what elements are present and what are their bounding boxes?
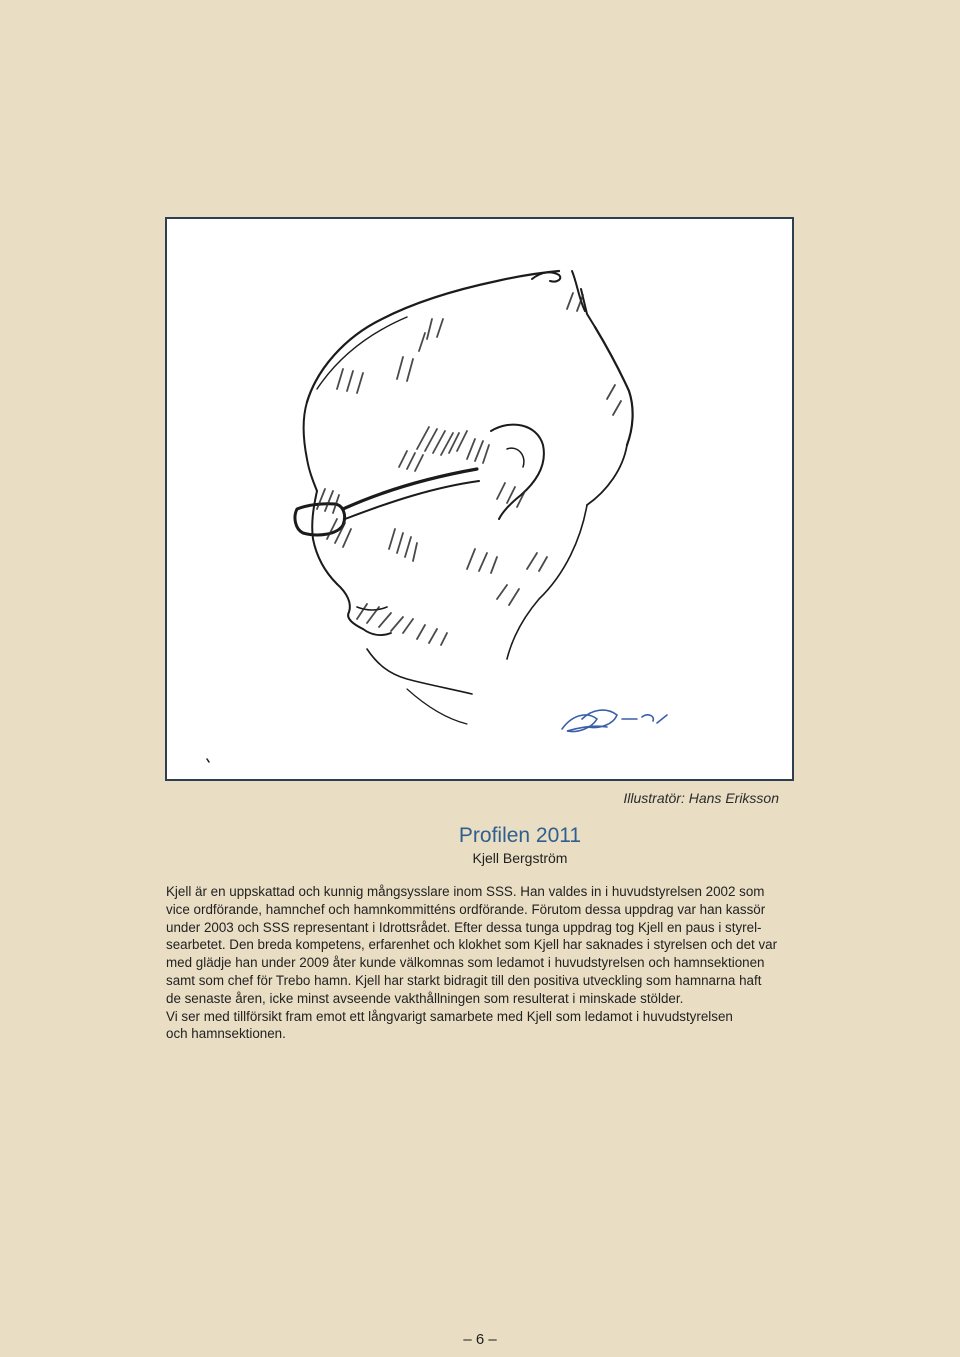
profile-name: Kjell Bergström — [472, 850, 568, 866]
page-number: – 6 – — [463, 1331, 497, 1348]
illustration-frame — [165, 217, 794, 781]
portrait-sketch — [167, 219, 792, 779]
profile-title: Profilen 2011 — [458, 824, 582, 847]
profile-body-text: Kjell är en uppskattad och kunnig mångsysslare inom SSS. Han valdes in i huvudstyrelsen 2002 som vice ordförande, hamnchef och hamnkommitténs ordförande. Förutom dessa uppdrag var han kassör under 2003 och SSS representant i Idrottsrådet. Efter dessa tunga uppdrag tog Kjell en paus i styrel- searbetet. Den breda kompetens, erfarenhet och klokhet som Kjell har saknades i styrelsen och det var med glädje han under 2009 åter kunde välkomnas som ledamot i huvudstyrelsen och hamnsektionen samt som chef för Trebo hamn. Kjell har starkt bidragit till den positiva utveckling som hamnarna haft de senaste åren, icke minst avseende vakthållningen som resulterat i minskade stölder. Vi ser med tillförsikt fram emot ett långvarigt samarbete med Kjell som ledamot i huvudstyrelsen och hamnsektionen. — [166, 884, 778, 1042]
illustrator-credit: Illustratör: Hans Eriksson — [623, 790, 779, 806]
